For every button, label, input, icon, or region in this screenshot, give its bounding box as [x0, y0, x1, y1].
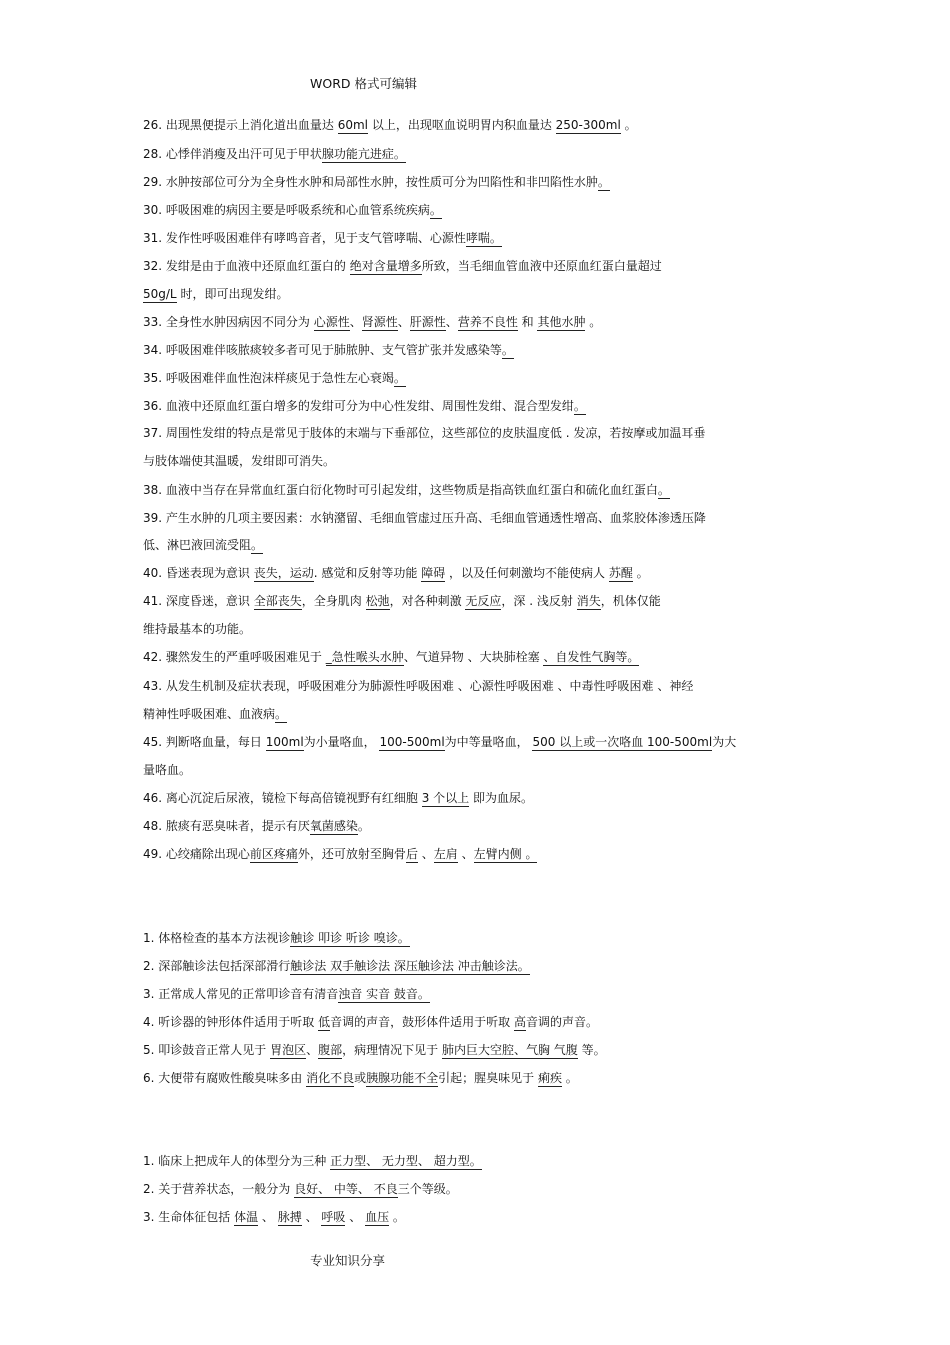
answer-blank: 。 [429, 203, 442, 217]
question-text: 、 [445, 315, 458, 329]
question-text: 。 [357, 819, 370, 833]
question-line [143, 846, 537, 863]
question-text: 等。 [577, 1043, 606, 1057]
question-text: 42. 骤然发生的严重呼吸困难见于 [143, 650, 326, 664]
question-text: 、 [306, 1043, 319, 1057]
question-text: 38. 血液中当存在异常血红蛋白衍化物时可引起发绀，这些物质是指高铁血红蛋白和硫化血红蛋白 [143, 483, 658, 497]
question-text: 36. 血液中还原血红蛋白增多的发绀可分为中心性发绀、周围性发绀、混合型发绀 [143, 399, 574, 413]
question-text: 、神经 [657, 679, 694, 693]
answer-blank: 后 [405, 847, 418, 861]
question-line [143, 117, 637, 134]
answer-blank: 胰腺功能不全 [366, 1071, 439, 1085]
answer-blank: 。 [597, 175, 610, 189]
question-text: 三个等级。 [397, 1182, 458, 1196]
question-text: . 感觉和反射等功能 [313, 566, 422, 580]
answer-blank: _急性喉头水肿 [325, 650, 404, 664]
question-text: 45. 判断咯血量，每日 [143, 735, 266, 749]
answer-blank: 腹部 [318, 1043, 343, 1057]
question-text: 、 [345, 1210, 366, 1224]
answer-blank: 痢疾 [537, 1071, 562, 1085]
answer-blank: 正力型、 无力型、 超力型。 [330, 1154, 482, 1168]
question-line [143, 621, 251, 637]
answer-blank: 。 [251, 538, 264, 552]
question-text: 、 [397, 315, 410, 329]
question-text: 。 [620, 118, 637, 132]
question-line [143, 482, 670, 499]
question-text: 2. 深部触诊法包括深部滑行 [143, 959, 291, 973]
question-text: 为大 [712, 735, 737, 749]
question-text: 48. 脓痰有恶臭味者，提示有厌 [143, 819, 310, 833]
question-line [143, 537, 263, 554]
question-text: 。 [389, 1210, 405, 1224]
question-text: 音调的声音。 [525, 1015, 598, 1029]
question-text: 引起；腥臭味见于 [438, 1071, 538, 1085]
answer-blank: 消化不良 [306, 1071, 355, 1085]
question-line [143, 342, 514, 359]
question-text: 32. 发绀是由于血液中还原血红蛋白的 [143, 259, 350, 273]
question-line [143, 1070, 578, 1087]
question-text: 时，即可出现发绀。 [176, 287, 289, 301]
question-line [143, 174, 610, 191]
answer-blank: 浊音 实音 鼓音。 [338, 987, 430, 1001]
question-text: 精神性呼吸困难、血液病 [143, 707, 276, 721]
answer-blank: 无反应 [465, 594, 502, 608]
question-text: 26. 出现黑便提示上消化道出血量达 [143, 118, 338, 132]
question-text: 1. 体格检查的基本方法视诊 [143, 931, 291, 945]
question-text: 33. 全身性水肿因病因不同分为 [143, 315, 314, 329]
answer-blank: 心源性 [313, 315, 350, 329]
question-text: 35. 呼吸困难伴血性泡沫样痰见于急性左心衰竭 [143, 371, 394, 385]
question-text: ，病理情况下见于 [342, 1043, 442, 1057]
question-text: 、 [258, 1210, 278, 1224]
answer-blank: 氧菌感染 [309, 819, 358, 833]
question-text: 31. 发作性呼吸困难伴有哮鸣音者，见于支气管哮喘、心源性 [143, 231, 466, 245]
answer-blank: 松弛 [365, 594, 390, 608]
question-line [143, 818, 370, 835]
question-line [143, 258, 666, 275]
question-text: 5. 叩诊鼓音正常人见于 [143, 1043, 271, 1057]
question-line [143, 1153, 482, 1170]
question-text: 所致，当毛细血管血液中还原血红蛋白量超过 [421, 259, 666, 273]
question-text: 。 [585, 315, 602, 329]
answer-blank: 肝源性 [409, 315, 446, 329]
question-text: ，以及任何刺激均不能使病人 [445, 566, 609, 580]
answer-blank: 低 [318, 1015, 331, 1029]
question-text: 29. 水肿按部位可分为全身性水肿和局部性水肿，按性质可分为凹陷性和非凹陷性水肿 [143, 175, 598, 189]
question-line [143, 510, 706, 526]
question-text: 、 [417, 847, 434, 861]
question-text: 与肢体端使其温暖，发绀即可消失。 [143, 454, 336, 468]
answer-blank: 100-500ml [379, 735, 445, 749]
answer-blank: 苏醒 [608, 566, 633, 580]
question-text: 为小量咯血， [303, 735, 380, 749]
answer-blank: 全部丧失 [253, 594, 302, 608]
question-text: 40. 昏迷表现为意识 [143, 566, 254, 580]
answer-blank: 其他水肿 [537, 315, 586, 329]
answer-blank: 左肩 [433, 847, 458, 861]
question-text: ，全身肌肉 [301, 594, 366, 608]
question-line [143, 593, 661, 610]
answer-blank: 体温 [234, 1210, 259, 1224]
answer-blank: 3 个以上 [421, 791, 470, 805]
question-line [143, 1042, 606, 1059]
question-text: 41. 深度昏迷，意识 [143, 594, 254, 608]
answer-blank: 50g/L [143, 287, 177, 301]
answer-blank: 胃泡区 [270, 1043, 307, 1057]
question-text: 、气道异物 [403, 650, 468, 664]
question-text: 1. 临床上把成年人的体型分为三种 [143, 1154, 331, 1168]
question-text: ，对各种刺激 [389, 594, 466, 608]
question-text: 46. 离心沉淀后尿液，镜检下每高倍镜视野有红细胞 [143, 791, 422, 805]
question-line [143, 398, 586, 415]
question-text: 37. 周围性发绀的特点是常见于肢体的末端与下垂部位，这些部位的皮肤温度低 . 发凉，若按摩或加温耳垂 [143, 426, 706, 440]
question-text: 3. 正常成人常见的正常叩诊音有清音 [143, 987, 339, 1001]
answer-blank: 触诊法 双手触诊法 深压触诊法 冲击触诊法。 [290, 959, 530, 973]
question-line [143, 370, 406, 387]
question-text: 2. 关于营养状态，一般分为 [143, 1182, 295, 1196]
answer-blank: 。 [393, 371, 406, 385]
question-line [143, 1209, 405, 1226]
answer-blank: 。 [501, 343, 514, 357]
answer-blank: 腺功能亢进症。 [321, 147, 406, 161]
answer-blank: 60ml [337, 118, 369, 132]
question-text: 即为血尿。 [469, 791, 533, 805]
answer-blank: 血压 [365, 1210, 390, 1224]
answer-blank: 呼吸 [321, 1210, 346, 1224]
question-text: 4. 听诊器的钟形体件适用于听取 [143, 1015, 319, 1029]
question-text: ，深 . 浅反射 [501, 594, 577, 608]
question-text: 。 [632, 566, 649, 580]
question-text: 音调的声音，鼓形体件适用于听取 [330, 1015, 514, 1029]
question-text: 外，还可放射至胸骨 [297, 847, 406, 861]
question-line [143, 790, 533, 807]
page-footer: 专业知识分享 [310, 1253, 386, 1268]
answer-blank: 触诊 叩诊 听诊 嗅诊。 [290, 931, 410, 945]
answer-blank: 250-300ml [555, 118, 621, 132]
question-text: 49. 心绞痛除出现心 [143, 847, 250, 861]
question-text: 、心源性呼吸困难 [457, 679, 558, 693]
question-text: 维持最基本的功能。 [143, 622, 252, 636]
question-text: 和 [517, 315, 538, 329]
question-text: 、中毒性呼吸困难 [557, 679, 658, 693]
answer-blank: 。 [657, 483, 670, 497]
question-text: 39. 产生水肿的几项主要因素：水钠潴留、毛细血管虚过压升高、毛细血管通透性增高、血浆胶体渗透压降 [143, 511, 706, 525]
question-line [143, 202, 442, 219]
question-text: 、大块肺栓塞 [467, 650, 544, 664]
answer-blank: 前区疼痛 [249, 847, 298, 861]
question-text: 34. 呼吸困难伴咳脓痰较多者可见于肺脓肿、支气管扩张并发感染等 [143, 343, 502, 357]
question-line [143, 706, 287, 723]
question-line [143, 649, 639, 666]
answer-blank: 良好、 中等、 不良 [294, 1182, 398, 1196]
question-line [143, 1014, 598, 1031]
question-text: 低、淋巴液回流受阻 [143, 538, 252, 552]
answer-blank: 绝对含量增多 [349, 259, 422, 273]
page-header: WORD 格式可编辑 [310, 76, 417, 91]
question-line [143, 734, 736, 751]
answer-blank: 消失 [576, 594, 601, 608]
question-text: 或 [354, 1071, 367, 1085]
answer-blank: 哮喘。 [465, 231, 502, 245]
question-text: 、 [457, 847, 474, 861]
question-text: ，机体仅能 [600, 594, 661, 608]
answer-blank: 脉搏 [277, 1210, 302, 1224]
answer-blank: 500 以上或一次咯血 100-500ml [532, 735, 713, 749]
question-line [143, 1181, 458, 1198]
question-line [143, 565, 649, 582]
question-text: 30. 呼吸困难的病因主要是呼吸系统和心血管系统疾病 [143, 203, 430, 217]
question-line [143, 286, 288, 303]
question-text: 、 [301, 1210, 322, 1224]
question-line [143, 986, 430, 1003]
question-line [143, 314, 601, 331]
answer-blank: 100ml [265, 735, 304, 749]
answer-blank: 营养不良性 [457, 315, 518, 329]
question-text: 28. 心悸伴消瘦及出汗可见于甲状 [143, 147, 322, 161]
question-line [143, 146, 406, 163]
question-text: 6. 大便带有腐败性酸臭味多由 [143, 1071, 307, 1085]
answer-blank: 。 [275, 707, 288, 721]
question-line [143, 425, 705, 441]
answer-blank: 肺内巨大空腔、气胸 气腹 [441, 1043, 578, 1057]
question-text: 为中等量咯血， [444, 735, 533, 749]
question-line [143, 453, 335, 469]
question-text: 。 [561, 1071, 578, 1085]
answer-blank: 、自发性气胸等。 [543, 650, 640, 664]
question-line [143, 762, 191, 778]
answer-blank: 高 [513, 1015, 526, 1029]
question-text: 以上，出现呕血说明胃内积血量达 [368, 118, 556, 132]
question-line [143, 930, 410, 947]
question-text: 43. 从发生机制及症状表现，呼吸困难分为肺源性呼吸困难 [143, 679, 458, 693]
answer-blank: 。 [573, 399, 586, 413]
question-text: 3. 生命体征包括 [143, 1210, 235, 1224]
answer-blank: 左臂内侧 。 [473, 847, 538, 861]
question-line [143, 678, 693, 694]
answer-blank: 障碍 [421, 566, 446, 580]
question-line [143, 230, 502, 247]
question-text: 、 [349, 315, 362, 329]
answer-blank: 肾源性 [361, 315, 398, 329]
answer-blank: 丧失，运动 [253, 566, 314, 580]
question-text: 量咯血。 [143, 763, 192, 777]
question-line [143, 958, 530, 975]
